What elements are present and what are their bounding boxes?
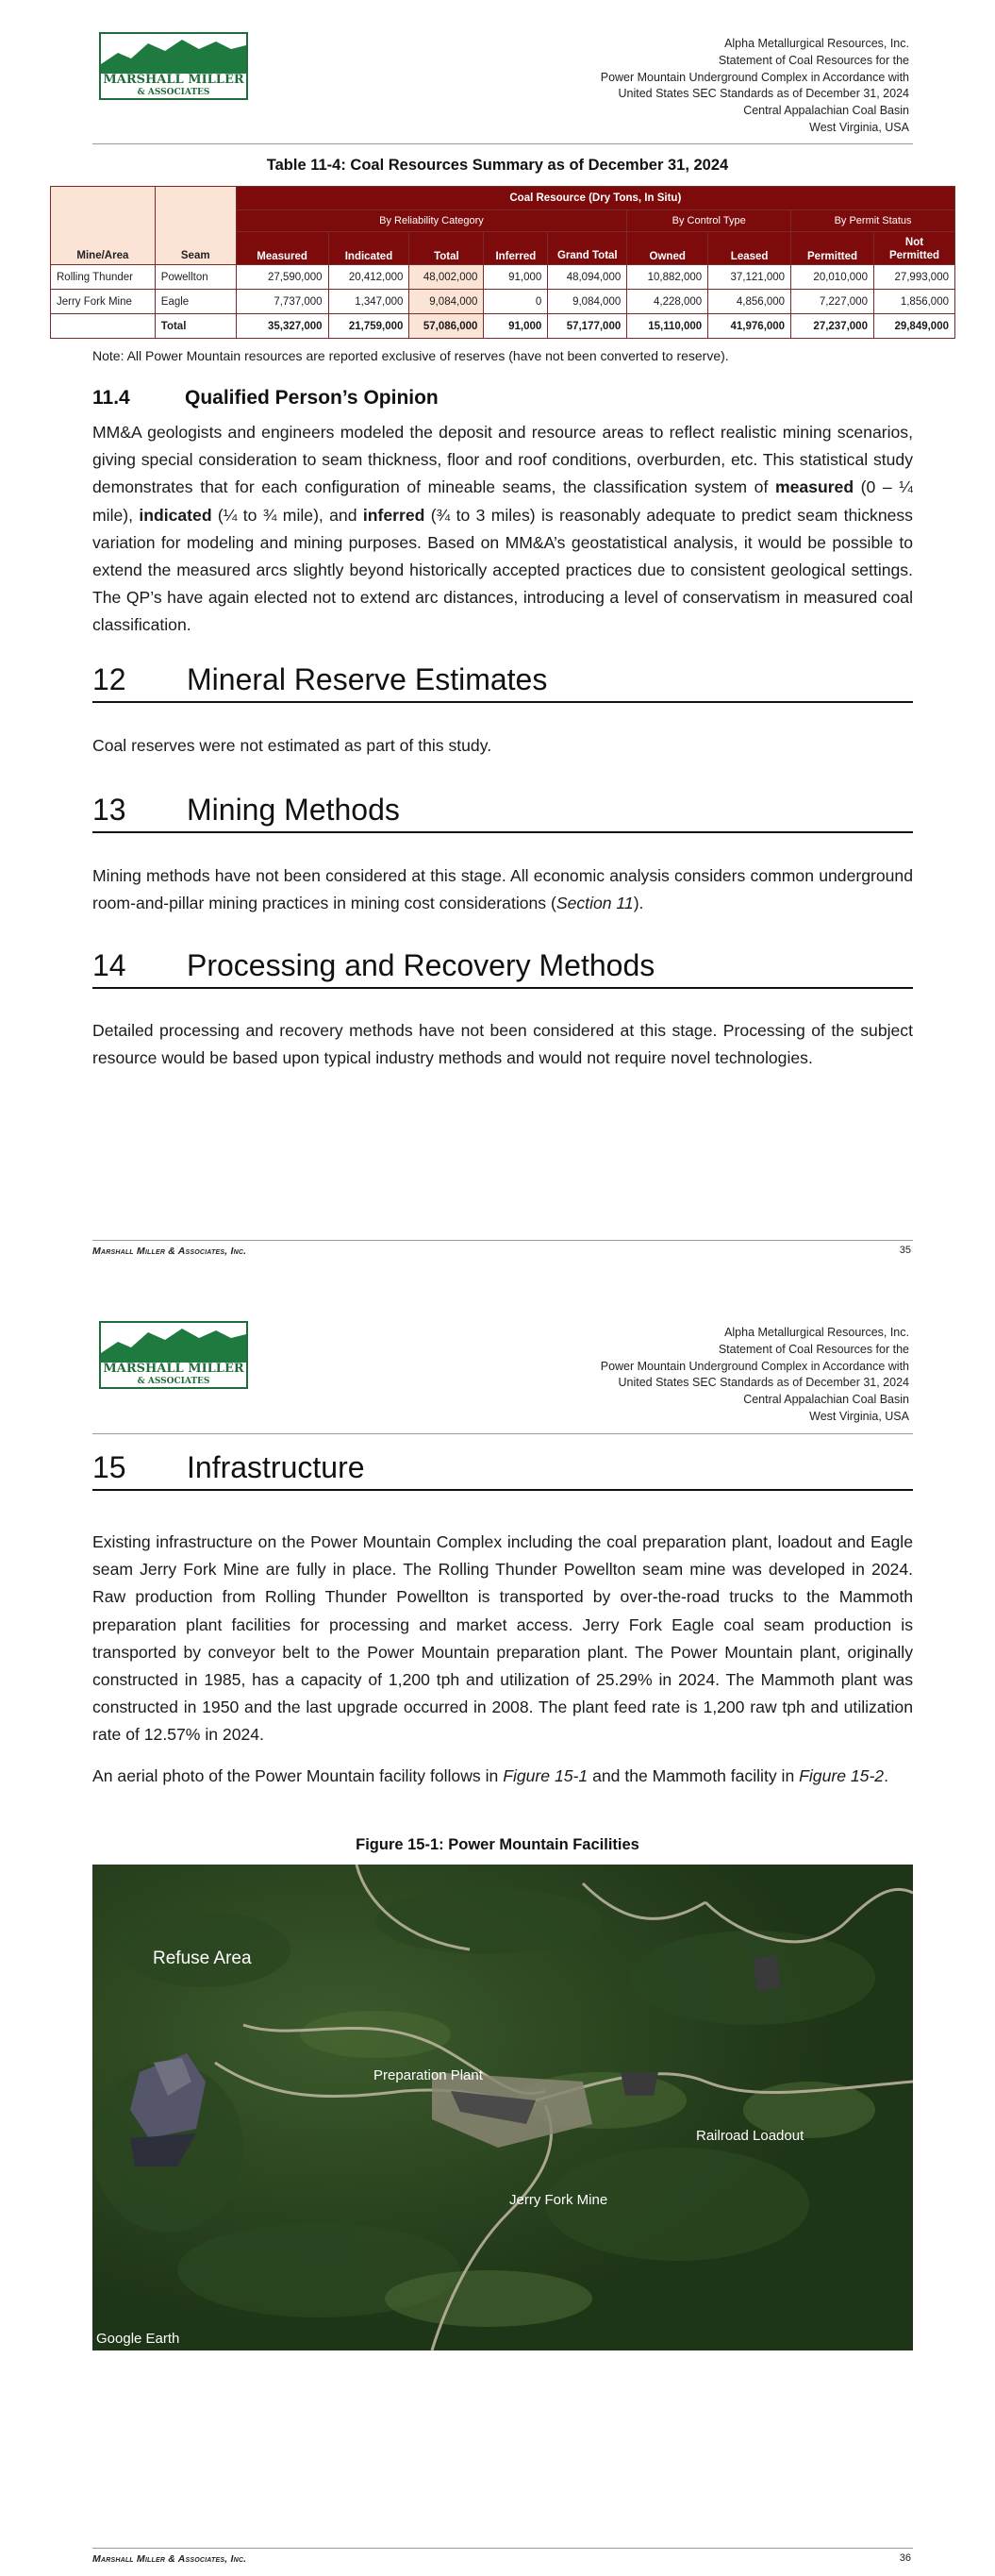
logo-text-bottom: & ASSOCIATES [137, 1377, 210, 1386]
google-earth-watermark: Google Earth [96, 2331, 180, 2347]
cell-not-permitted: 29,849,000 [873, 314, 954, 339]
header-line3: Power Mountain Underground Complex in Accordance with [600, 70, 909, 84]
cell-owned: 15,110,000 [627, 314, 708, 339]
infrastructure-paragraph: Existing infrastructure on the Power Mountain Complex including the coal preparation plant, loadout and Eagle seam Jerry Fork Mine are fully in place. The Rolling Thunder Powellton seam mine was developed in 2024. Raw production from Rolling Thunder Powellton is transported by over-the-road trucks to the Mammoth preparation plant facilities for processing and market access. Jerry Fork Eagle coal seam production is transported by conveyor belt to the Power Mountain preparation plant. The Power Mountain plant, originally constructed in 1985, has a capacity of 1,200 tph and utilization of 25.29% in 2024. The Mammoth plant was constructed in 1950 and the last upgrade occurred in 2008. The plant feed rate is 1,200 raw tph and utilization rate of 12.57% in 2024. [92, 1532, 913, 1745]
cell-owned: 4,228,000 [627, 290, 708, 314]
text-run: An aerial photo of the Power Mountain facility follows in [92, 1766, 504, 1785]
cell-indicated: 1,347,000 [328, 290, 409, 314]
section-reference: Section 11 [556, 894, 634, 913]
cell-permitted: 27,237,000 [791, 314, 874, 339]
cell-inferred: 91,000 [484, 314, 548, 339]
header-line3: Power Mountain Underground Complex in Accordance with [600, 1359, 909, 1373]
cell-permitted: 7,227,000 [791, 290, 874, 314]
header-line2: Statement of Coal Resources for the [718, 1342, 909, 1356]
cat-permit: By Permit Status [791, 210, 955, 232]
cat-control: By Control Type [627, 210, 791, 232]
cell-leased: 37,121,000 [708, 265, 791, 290]
label-jerry-fork-mine: Jerry Fork Mine [509, 2192, 608, 2208]
section-12-body: Coal reserves were not estimated as part of this study. [92, 736, 492, 755]
col-indicated: Indicated [328, 232, 409, 265]
cell-owned: 10,882,000 [627, 265, 708, 290]
section-title: Qualified Person’s Opinion [185, 387, 439, 409]
term-measured: measured [774, 477, 854, 497]
marshall-miller-logo [99, 1321, 248, 1389]
cell-total: 9,084,000 [409, 290, 484, 314]
page-number: 36 [899, 2552, 911, 2564]
footer-rule [92, 1240, 913, 1241]
aerial-photo [92, 1865, 913, 2350]
col-not-permitted: Not Permitted [873, 232, 954, 265]
col-leased: Leased [708, 232, 791, 265]
cell-measured: 35,327,000 [236, 314, 328, 339]
label-refuse-area: Refuse Area [153, 1949, 252, 1968]
col-inferred: Inferred [484, 232, 548, 265]
header-company: Alpha Metallurgical Resources, Inc. [724, 1326, 909, 1339]
section-title: Mining Methods [187, 793, 400, 827]
section-number: 15 [92, 1450, 126, 1484]
cell-measured: 7,737,000 [236, 290, 328, 314]
marshall-miller-logo [99, 32, 248, 100]
page-header [601, 1325, 909, 1426]
page-header [601, 36, 909, 137]
cell-grand: 9,084,000 [548, 290, 627, 314]
col-permitted: Permitted [791, 232, 874, 265]
cat-reliability: By Reliability Category [236, 210, 627, 232]
text-run: (¾ to 3 miles) is reasonably adequate to predict seam thickness variation for modeling and mining purposes. Based on MM&A’s geostatistical analysis, it would be possible to extend the measured arcs slightly beyond historically accepted practices due to consistent geological settings. The QP’s have again elected not to extend arc distances, introducing a level of conservatism in measured coal classification. [92, 505, 913, 635]
label-railroad-loadout: Railroad Loadout [696, 2128, 804, 2144]
header-line4: United States SEC Standards as of December 31, 2024 [618, 87, 909, 101]
table-title: Table 11-4: Coal Resources Summary as of December 31, 2024 [266, 157, 729, 174]
coal-resources-table [50, 186, 955, 339]
logo-text-top: MARSHALL MILLER [103, 1362, 244, 1376]
col-measured: Measured [236, 232, 328, 265]
section-14-heading [92, 946, 913, 989]
logo-text-bottom: & ASSOCIATES [137, 88, 210, 97]
header-line4: United States SEC Standards as of December 31, 2024 [618, 1376, 909, 1390]
section-14-body: Detailed processing and recovery methods have not been considered at this stage. Processing of the subject resource would be based upon typical industry methods and would not require novel technologies. [92, 1021, 913, 1068]
section-number: 14 [92, 948, 126, 982]
table-note: Note: All Power Mountain resources are reported exclusive of reserves (have not been converted to reserve). [92, 348, 729, 363]
table-total-row [51, 314, 955, 339]
cell-indicated: 20,412,000 [328, 265, 409, 290]
term-indicated: indicated [139, 505, 212, 525]
col-owned: Owned [627, 232, 708, 265]
page-36 [0, 1302, 995, 2576]
qp-opinion-paragraph [92, 419, 913, 640]
text-run: Mining methods have not been considered at this stage. All economic analysis considers common underground room-and-pillar mining practices in mining cost considerations ( [92, 866, 913, 913]
label-preparation-plant: Preparation Plant [373, 2067, 483, 2083]
cell-total: 57,086,000 [409, 314, 484, 339]
col-mine-area-label: Mine/Area [76, 250, 129, 261]
header-line6: West Virginia, USA [809, 120, 909, 134]
footer-firm: Marshall Miller & Associates, Inc. [92, 2553, 247, 2565]
text-run: MM&A geologists and engineers modeled the deposit and resource areas to reflect realistic mining scenarios, giving special consideration to seam thickness, floor and roof conditions, overburden, etc. This statistical study demonstrates that for each configuration of mineable seams, the classification system of [92, 423, 913, 497]
section-15-heading [92, 1448, 913, 1491]
col-total: Total [409, 232, 484, 265]
section-title: Mineral Reserve Estimates [187, 662, 548, 696]
cell-seam: Powellton [155, 265, 236, 290]
cell-leased: 41,976,000 [708, 314, 791, 339]
table-row [51, 290, 955, 314]
section-11-4-heading [92, 387, 439, 410]
text-run: ). [633, 894, 644, 913]
header-line6: West Virginia, USA [809, 1409, 909, 1423]
cell-indicated: 21,759,000 [328, 314, 409, 339]
header-line2: Statement of Coal Resources for the [718, 53, 909, 67]
aerial-reference-paragraph [92, 1763, 913, 1790]
figure-reference: Figure 15-1 [503, 1766, 589, 1785]
cell-measured: 27,590,000 [236, 265, 328, 290]
cell-inferred: 0 [484, 290, 548, 314]
col-seam [155, 187, 236, 265]
col-mine-area [51, 187, 156, 265]
header-line5: Central Appalachian Coal Basin [743, 104, 909, 118]
logo-text-top: MARSHALL MILLER [103, 73, 244, 87]
section-title: Processing and Recovery Methods [187, 948, 655, 982]
cell-not-permitted: 1,856,000 [873, 290, 954, 314]
figure-title: Figure 15-1: Power Mountain Facilities [356, 1836, 639, 1853]
cell-inferred: 91,000 [484, 265, 548, 290]
text-run: . [884, 1766, 888, 1785]
figure-reference: Figure 15-2 [799, 1766, 885, 1785]
cell-grand: 57,177,000 [548, 314, 627, 339]
cell-mine: Jerry Fork Mine [51, 290, 156, 314]
col-seam-label: Seam [180, 250, 210, 261]
header-company: Alpha Metallurgical Resources, Inc. [724, 37, 909, 50]
cell-grand: 48,094,000 [548, 265, 627, 290]
term-inferred: inferred [362, 505, 425, 525]
cell-leased: 4,856,000 [708, 290, 791, 314]
cell-mine: Rolling Thunder [51, 265, 156, 290]
cell-total: 48,002,000 [409, 265, 484, 290]
footer-rule [92, 2548, 913, 2549]
header-rule [92, 1433, 913, 1434]
section-title: Infrastructure [187, 1450, 365, 1484]
text-run: and the Mammoth facility in [588, 1766, 800, 1785]
section-12-heading [92, 661, 913, 703]
cell-permitted: 20,010,000 [791, 265, 874, 290]
text-run: (¼ to ¾ mile), and [211, 505, 363, 525]
cell-seam: Total [155, 314, 236, 339]
section-number: 12 [92, 662, 126, 696]
page-number: 35 [899, 1245, 911, 1256]
footer-firm: Marshall Miller & Associates, Inc. [92, 1246, 247, 1257]
section-13-heading [92, 791, 913, 833]
section-number: 13 [92, 793, 126, 827]
header-rule [92, 143, 913, 144]
section-number: 11.4 [92, 387, 130, 409]
text-run: (0 – ¼ mile), [92, 477, 913, 525]
col-grand-total: Grand Total [548, 232, 627, 265]
cell-not-permitted: 27,993,000 [873, 265, 954, 290]
table-row [51, 265, 955, 290]
group-header: Coal Resource (Dry Tons, In Situ) [236, 187, 954, 210]
header-line5: Central Appalachian Coal Basin [743, 1393, 909, 1407]
cell-mine [51, 314, 156, 339]
cell-seam: Eagle [155, 290, 236, 314]
section-13-body [92, 862, 913, 917]
